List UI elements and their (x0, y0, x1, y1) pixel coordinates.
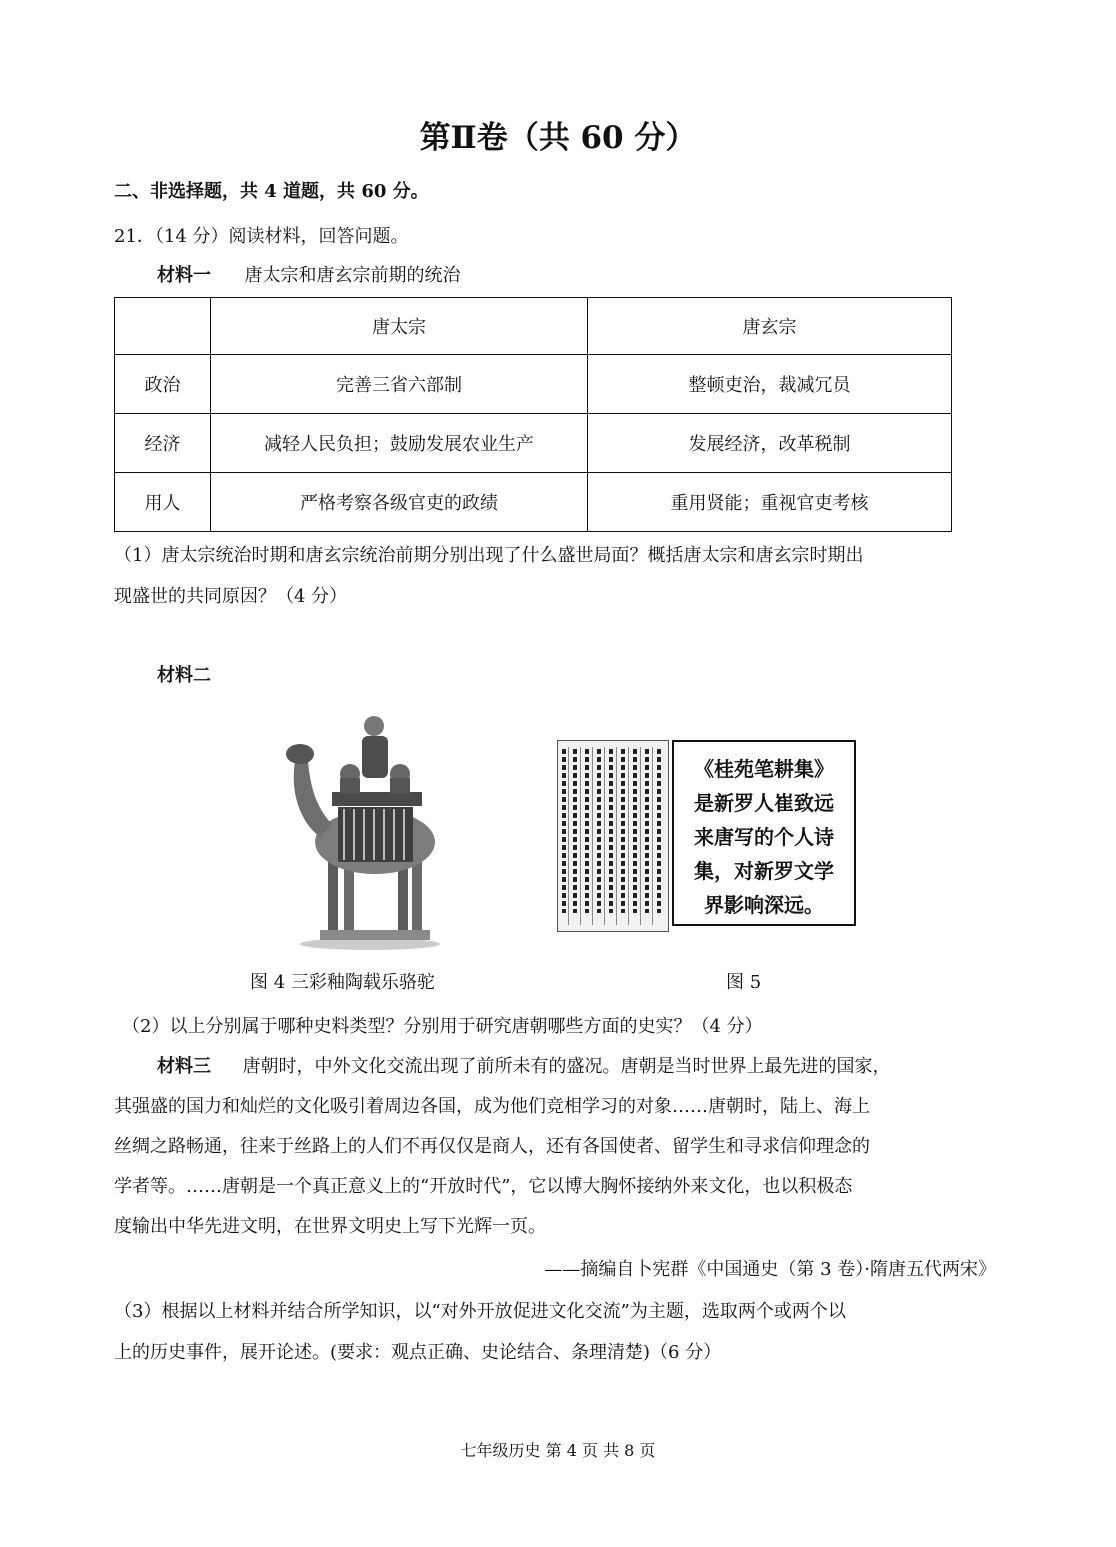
material3-line1: 唐朝时，中外文化交流出现了前所未有的盛况。唐朝是当时世界上最先进的国家， (242, 1056, 891, 1077)
table-header-cell: 唐玄宗 (588, 298, 952, 355)
table-row (115, 414, 952, 473)
material3-source: ——摘编自卜宪群《中国通史（第 3 卷）·隋唐五代两宋》 (544, 1259, 996, 1280)
table-header-cell (115, 298, 211, 355)
camel-figure (270, 712, 470, 952)
material3-line4: 学者等。……唐朝是一个真正意义上的“开放时代”，它以博大胸怀接纳外来文化，也以积极态 (114, 1176, 853, 1197)
note-line: 是新罗人崔致远 (694, 791, 834, 815)
part-header: 二、非选择题，共 4 道题，共 60 分。 (114, 181, 429, 202)
material1-label: 材料一 (157, 265, 211, 286)
fig5-note-box (672, 740, 856, 926)
note-line: 界影响深远。 (704, 893, 824, 917)
material3-line2: 其强盛的国力和灿烂的文化吸引着周边各国，成为他们竞相学习的对象……唐朝时，陆上、海上 (114, 1096, 870, 1117)
table-cell: 发展经济，改革税制 (588, 414, 952, 473)
q3-line2: 上的历史事件，展开论述。(要求：观点正确、史论结合、条理清楚)（6 分） (114, 1342, 722, 1363)
material2-label: 材料二 (157, 665, 211, 686)
table-cell: 严格考察各级官吏的政绩 (211, 473, 588, 532)
q1-line1: （1）唐太宗统治时期和唐玄宗统治前期分别出现了什么盛世局面？概括唐太宗和唐玄宗时期出 (114, 545, 864, 566)
material1-table (114, 297, 952, 532)
material3-label: 材料三 (157, 1056, 211, 1077)
q1-line2: 现盛世的共同原因？（4 分） (114, 586, 348, 607)
table-cell: 重用贤能；重视官吏考核 (588, 473, 952, 532)
fig5-caption: 图 5 (726, 972, 762, 993)
material1-heading (157, 261, 460, 287)
table-cell: 完善三省六部制 (211, 355, 588, 414)
material3-line3: 丝绸之路畅通，往来于丝路上的人们不再仅仅是商人，还有各国使者、留学生和寻求信仰理念的 (114, 1136, 870, 1157)
table-header-row (115, 298, 952, 355)
ancient-text-image (557, 740, 669, 932)
table-header-cell: 唐太宗 (211, 298, 588, 355)
section-title: 第Ⅱ卷（共 60 分） (419, 120, 697, 156)
table-row (115, 473, 952, 532)
fig4-caption: 图 4 三彩釉陶载乐骆驼 (250, 972, 435, 993)
table-cell: 整顿吏治，裁减冗员 (588, 355, 952, 414)
q3-line1: （3）根据以上材料并结合所学知识，以“对外开放促进文化交流”为主题，选取两个或两个以 (114, 1301, 846, 1322)
table-category-cell: 政治 (115, 355, 211, 414)
table-cell: 减轻人民负担；鼓励发展农业生产 (211, 414, 588, 473)
table-category-cell: 用人 (115, 473, 211, 532)
note-line: 集，对新罗文学 (694, 859, 834, 883)
note-line: 来唐写的个人诗 (694, 825, 834, 849)
q2-text: （2）以上分别属于哪种史料类型？分别用于研究唐朝哪些方面的史实？（4 分） (122, 1016, 763, 1037)
material3-block (114, 1047, 994, 1247)
table-row (115, 355, 952, 414)
material3-line5: 度输出中华先进文明，在世界文明史上写下光辉一页。 (114, 1216, 546, 1237)
table-category-cell: 经济 (115, 414, 211, 473)
page-footer: 七年级历史 第 4 页 共 8 页 (460, 1441, 656, 1460)
material1-title: 唐太宗和唐玄宗前期的统治 (244, 265, 461, 286)
note-line: 《桂苑笔耕集》 (694, 757, 834, 781)
question-number-line: 21．（14 分）阅读材料，回答问题。 (114, 226, 409, 247)
